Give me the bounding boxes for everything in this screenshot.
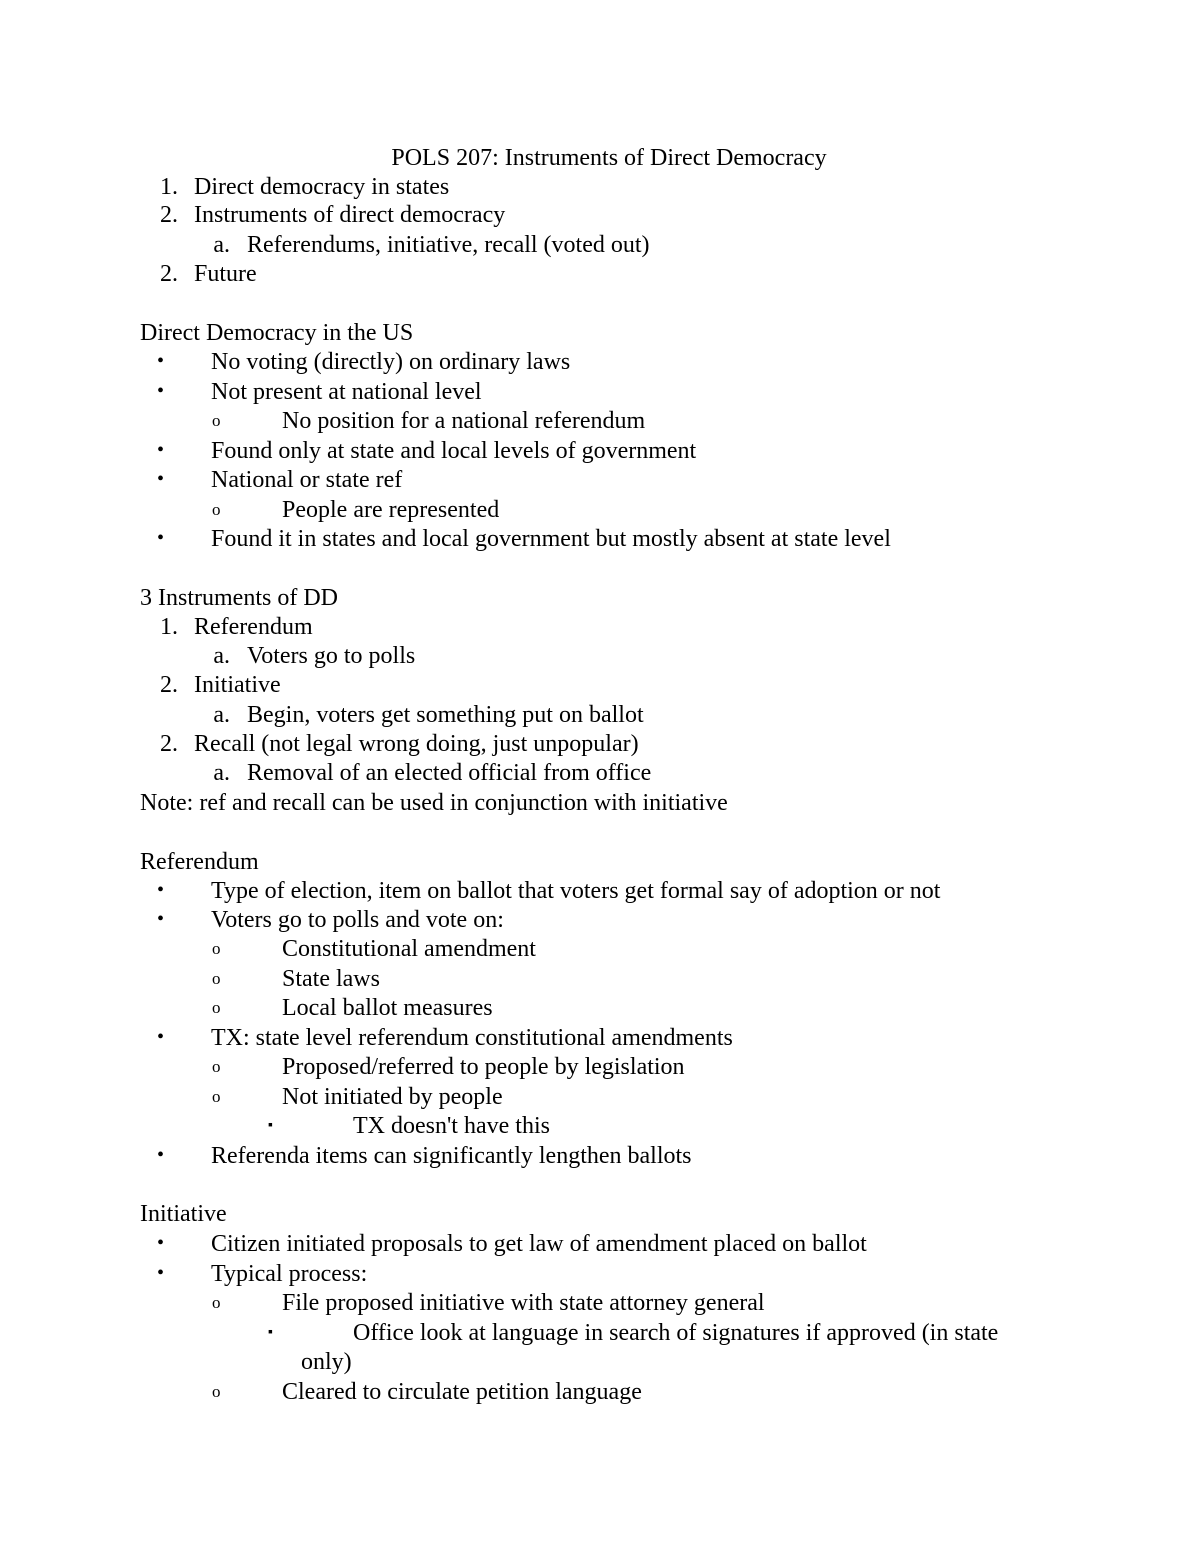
circle-marker: o xyxy=(212,500,221,519)
list-item: Found it in states and local government but mostly absent at state level xyxy=(211,526,891,552)
list-marker: 2. xyxy=(160,202,178,228)
bullet-marker: • xyxy=(157,439,165,461)
bullet-marker: • xyxy=(157,350,165,372)
list-item: File proposed initiative with state attorney general xyxy=(282,1290,765,1316)
section-heading: Direct Democracy in the US xyxy=(140,320,414,346)
list-item: Office look at language in search of signatures if approved (in state xyxy=(353,1320,999,1346)
bullet-marker: • xyxy=(157,1144,165,1166)
list-item: State laws xyxy=(282,966,380,992)
circle-marker: o xyxy=(212,1087,221,1106)
list-item: Begin, voters get something put on ballot xyxy=(247,702,644,728)
page-title: POLS 207: Instruments of Direct Democracy xyxy=(391,145,827,171)
list-item: People are represented xyxy=(282,497,500,523)
list-item: Constitutional amendment xyxy=(282,936,536,962)
list-item: Cleared to circulate petition language xyxy=(282,1379,642,1405)
bullet-marker: • xyxy=(157,908,165,930)
list-marker: a. xyxy=(213,643,230,669)
list-item: National or state ref xyxy=(211,467,403,493)
bullet-marker: • xyxy=(157,1026,165,1048)
list-item: Initiative xyxy=(194,672,281,698)
circle-marker: o xyxy=(212,1057,221,1076)
list-marker: 1. xyxy=(160,614,178,640)
list-marker: a. xyxy=(213,232,230,258)
list-marker: a. xyxy=(213,760,230,786)
bullet-marker: • xyxy=(157,468,165,490)
circle-marker: o xyxy=(212,1382,221,1401)
list-item: Local ballot measures xyxy=(282,995,493,1021)
section-heading: Referendum xyxy=(140,849,259,875)
list-item: TX doesn't have this xyxy=(353,1113,550,1139)
bullet-marker: • xyxy=(157,380,165,402)
list-item: Not initiated by people xyxy=(282,1084,503,1110)
list-item: Direct democracy in states xyxy=(194,174,450,200)
list-marker: 2. xyxy=(160,672,178,698)
square-marker: ▪ xyxy=(268,1118,273,1133)
list-item: Not present at national level xyxy=(211,379,482,405)
circle-marker: o xyxy=(212,1293,221,1312)
bullet-marker: • xyxy=(157,1262,165,1284)
list-marker: 2. xyxy=(160,261,178,287)
list-item: Future xyxy=(194,261,257,287)
square-marker: ▪ xyxy=(268,1325,273,1340)
list-item: Recall (not legal wrong doing, just unpopular) xyxy=(194,731,639,757)
list-item: Found only at state and local levels of government xyxy=(211,438,697,464)
list-item: Referendums, initiative, recall (voted out) xyxy=(247,232,650,258)
list-item: Removal of an elected official from office xyxy=(247,760,652,786)
bullet-marker: • xyxy=(157,879,165,901)
circle-marker: o xyxy=(212,939,221,958)
list-marker: 2. xyxy=(160,731,178,757)
list-item: Proposed/referred to people by legislation xyxy=(282,1054,685,1080)
list-item: Instruments of direct democracy xyxy=(194,202,506,228)
note-text: Note: ref and recall can be used in conjunction with initiative xyxy=(140,790,728,816)
circle-marker: o xyxy=(212,969,221,988)
list-item: Voters go to polls xyxy=(247,643,416,669)
section-heading: Initiative xyxy=(140,1201,227,1227)
circle-marker: o xyxy=(212,411,221,430)
list-item: No position for a national referendum xyxy=(282,408,646,434)
list-marker: 1. xyxy=(160,174,178,200)
list-marker: a. xyxy=(213,702,230,728)
list-item: No voting (directly) on ordinary laws xyxy=(211,349,571,375)
list-item: Referendum xyxy=(194,614,313,640)
list-item: Voters go to polls and vote on: xyxy=(211,907,504,933)
list-item: Type of election, item on ballot that voters get formal say of adoption or not xyxy=(211,878,941,904)
bullet-marker: • xyxy=(157,1232,165,1254)
list-item-continuation: only) xyxy=(301,1349,352,1375)
list-item: Referenda items can significantly lengthen ballots xyxy=(211,1143,692,1169)
section-heading: 3 Instruments of DD xyxy=(140,585,338,611)
list-item: Citizen initiated proposals to get law of amendment placed on ballot xyxy=(211,1231,867,1257)
circle-marker: o xyxy=(212,998,221,1017)
bullet-marker: • xyxy=(157,527,165,549)
list-item: Typical process: xyxy=(211,1261,368,1287)
list-item: TX: state level referendum constitutional amendments xyxy=(211,1025,733,1051)
